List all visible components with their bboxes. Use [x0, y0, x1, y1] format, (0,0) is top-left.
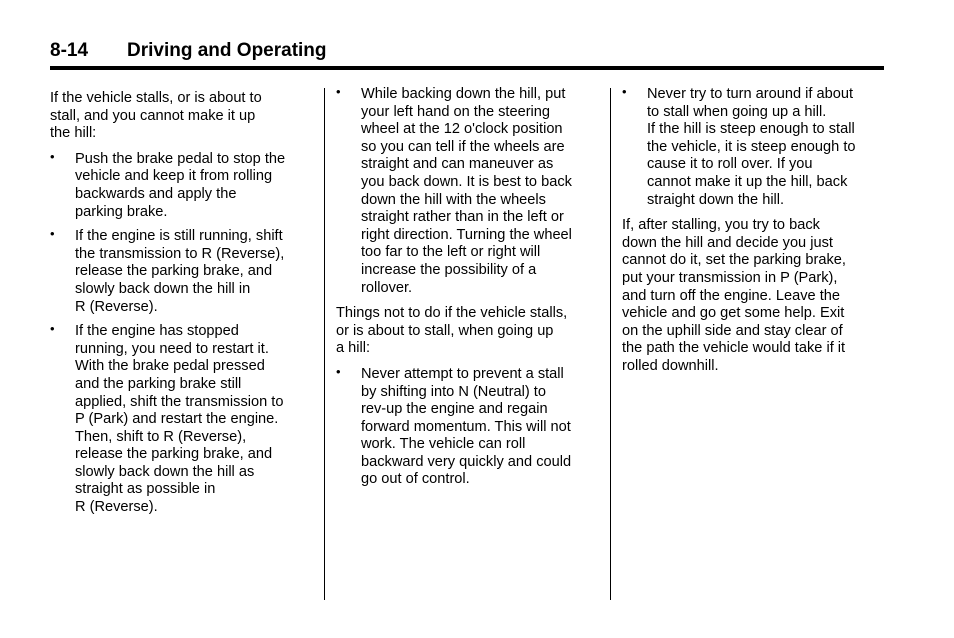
bullet-text — [647, 86, 887, 209]
text-line: slowly back down the hill as — [75, 463, 255, 480]
text-line: running, you need to restart it. — [75, 340, 269, 357]
text-line: slowly back down the hill in — [75, 280, 251, 297]
text-line: applied, shift the transmission to — [75, 393, 284, 410]
text-line: the hill: — [50, 125, 97, 142]
column-3 — [622, 86, 887, 384]
text-line: right direction. Turning the wheel — [361, 226, 572, 243]
bullet-text — [361, 86, 601, 297]
bullet-icon: • — [50, 148, 55, 164]
text-line: Then, shift to R (Reverse), — [75, 428, 247, 445]
bullet-item — [50, 323, 315, 517]
bullet-text — [75, 228, 315, 316]
text-line: so you can tell if the wheels are — [361, 138, 565, 155]
text-line: work. The vehicle can roll — [361, 436, 526, 453]
bullet-item — [622, 86, 887, 209]
bullet-icon: • — [622, 84, 627, 99]
text-line: If the engine has stopped — [75, 323, 239, 340]
text-line: If the vehicle stalls, or is about to — [50, 90, 262, 106]
text-line: backward very quickly and could — [361, 453, 572, 470]
text-line: down the hill with the wheels — [361, 191, 546, 208]
text-line: Never attempt to prevent a stall — [361, 365, 564, 382]
intro-paragraph — [50, 90, 315, 143]
bullet-icon: • — [336, 363, 341, 379]
bullet-icon: • — [50, 321, 55, 337]
text-line: the path the vehicle would take if it — [622, 340, 846, 357]
section-title: Driving and Operating — [127, 40, 327, 61]
text-line: you back down. It is best to back — [361, 173, 572, 190]
text-line: your left hand on the steering — [361, 103, 551, 120]
bullet-item — [50, 148, 315, 221]
bullet-text — [75, 323, 315, 517]
bullet-item — [50, 228, 315, 316]
text-line: or is about to stall, when going up — [336, 322, 554, 339]
text-line: While backing down the hill, put — [361, 86, 566, 102]
text-line: straight as possible in — [75, 481, 216, 498]
column-2 — [336, 86, 601, 496]
bullet-text — [361, 366, 601, 489]
text-line: rolled downhill. — [622, 357, 719, 374]
page-header — [50, 38, 884, 70]
text-line: on the uphill side and stay clear of — [622, 322, 843, 339]
text-line: cause it to roll over. If you — [647, 156, 813, 173]
text-line: straight rather than in the left or — [361, 209, 564, 226]
text-line: parking brake. — [75, 203, 168, 220]
text-line: to stall when going up a hill. — [647, 103, 827, 120]
text-line: rev-up the engine and regain — [361, 401, 548, 418]
text-line: R (Reverse). — [75, 298, 158, 315]
text-line: forward momentum. This will not — [361, 418, 571, 435]
text-line: cannot make it up the hill, back — [647, 173, 848, 190]
page-number: 8-14 — [50, 40, 89, 61]
column-1 — [50, 90, 315, 524]
bullet-item — [336, 363, 601, 489]
column-divider — [610, 88, 611, 600]
text-line: by shifting into N (Neutral) to — [361, 383, 546, 400]
text-line: straight down the hill. — [647, 191, 785, 208]
text-line: If the engine is still running, shift — [75, 228, 283, 245]
text-line: release the parking brake, and — [75, 446, 273, 463]
text-line: the transmission to R (Reverse), — [75, 245, 285, 262]
bullet-icon: • — [50, 226, 55, 242]
bullet-text — [75, 151, 315, 221]
after-stalling-paragraph — [622, 217, 887, 375]
text-line: release the parking brake, and — [75, 263, 273, 280]
text-line: If, after stalling, you try to back — [622, 217, 820, 234]
text-line: the vehicle, it is steep enough to — [647, 138, 856, 155]
text-line: straight and can maneuver as — [361, 156, 554, 173]
text-line: P (Park) and restart the engine. — [75, 411, 279, 428]
column-divider — [324, 88, 325, 600]
things-not-to-do-paragraph — [336, 305, 601, 358]
text-line: backwards and apply the — [75, 185, 237, 202]
text-line: rollover. — [361, 279, 413, 296]
text-line: Never try to turn around if about — [647, 86, 854, 102]
text-line: cannot do it, set the parking brake, — [622, 252, 846, 269]
text-line: vehicle and keep it from rolling — [75, 168, 273, 185]
text-line: a hill: — [336, 340, 371, 357]
text-line: Things not to do if the vehicle stalls, — [336, 305, 568, 322]
text-line: With the brake pedal pressed — [75, 358, 265, 375]
bullet-item — [336, 86, 601, 297]
text-line: increase the possibility of a — [361, 261, 537, 278]
bullet-icon: • — [336, 84, 341, 99]
text-line: down the hill and decide you just — [622, 234, 833, 251]
text-line: too far to the left or right will — [361, 244, 541, 261]
text-line: Push the brake pedal to stop the — [75, 150, 286, 167]
text-line: If the hill is steep enough to stall — [647, 121, 855, 138]
text-line: R (Reverse). — [75, 499, 158, 516]
text-line: put your transmission in P (Park), — [622, 269, 838, 286]
text-line: and turn off the engine. Leave the — [622, 287, 841, 304]
text-line: vehicle and go get some help. Exit — [622, 305, 845, 322]
text-line: stall, and you cannot make it up — [50, 107, 256, 124]
text-line: wheel at the 12 o'clock position — [361, 121, 563, 138]
text-line: and the parking brake still — [75, 375, 242, 392]
text-line: go out of control. — [361, 471, 470, 488]
